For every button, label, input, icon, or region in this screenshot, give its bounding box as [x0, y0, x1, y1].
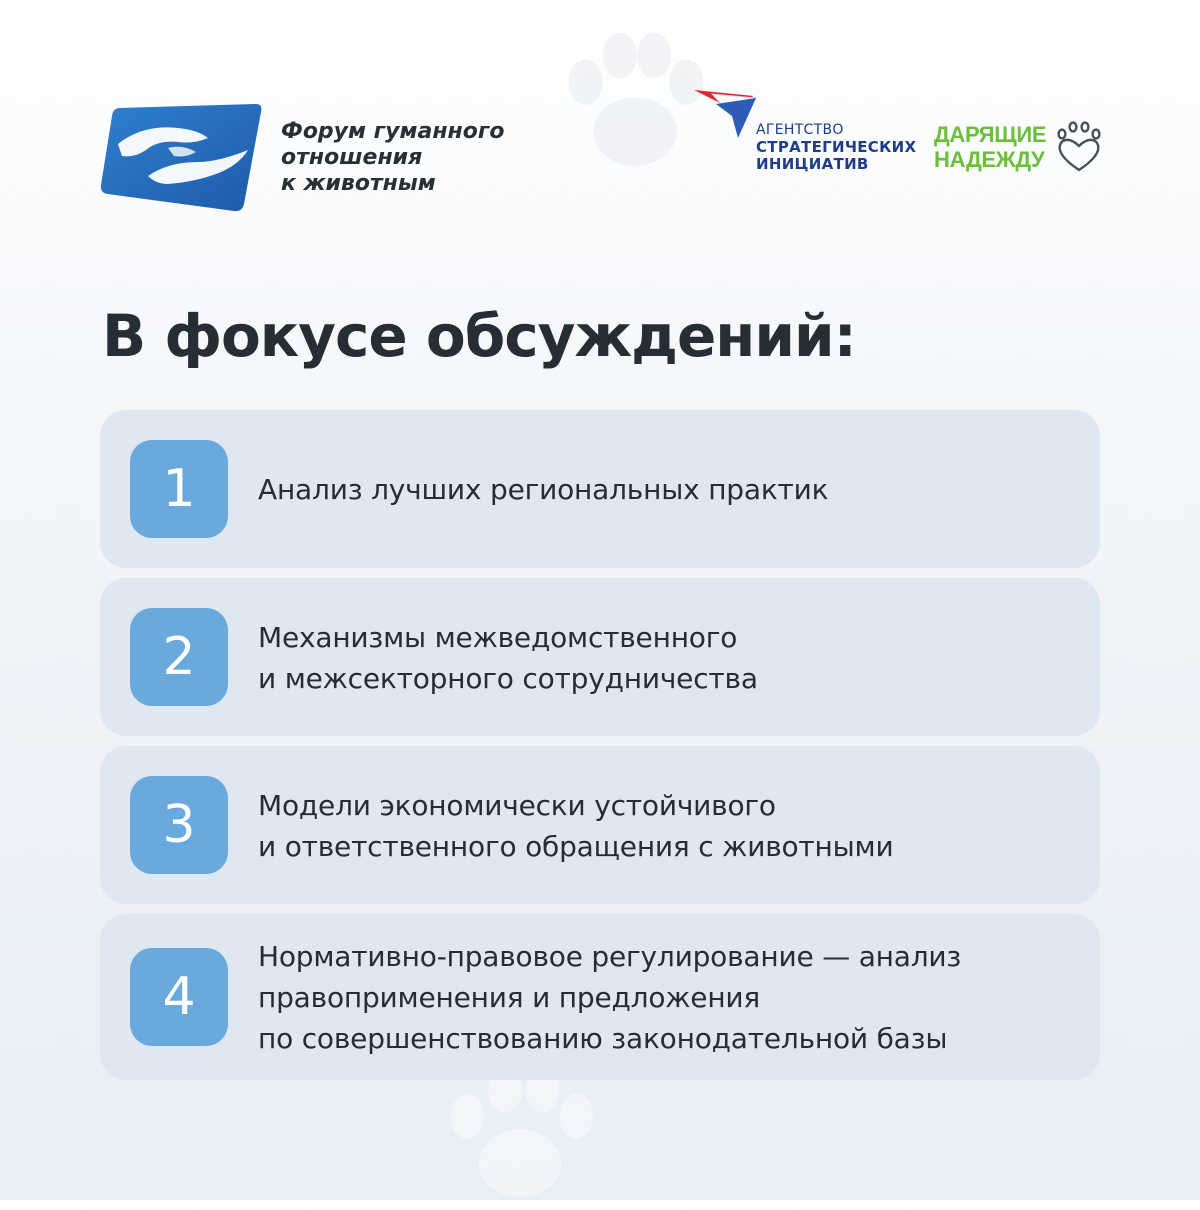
item-text-line: Анализ лучших региональных практик	[258, 473, 829, 506]
asi-text-line: АГЕНТСТВО	[756, 122, 844, 138]
item-text-line: Механизмы межведомственного	[258, 621, 738, 654]
forum-title	[281, 119, 521, 197]
item-text-line: и ответственного обращения с животными	[258, 830, 894, 863]
item-text-line: и межсекторного сотрудничества	[258, 662, 758, 695]
dn-text-line: ДАРЯЩИЕ	[934, 122, 1047, 147]
item-text-line: правоприменения и предложения	[258, 981, 761, 1014]
list-item	[100, 578, 1100, 736]
page-title: В фокусе обсуждений:	[102, 302, 856, 370]
item-number-badge: 3	[130, 776, 228, 874]
forum-title-line: Форум гуманного	[281, 119, 505, 144]
item-text-line: Модели экономически устойчивого	[258, 789, 776, 822]
asi-logo-text	[756, 122, 916, 173]
item-number-badge: 2	[130, 608, 228, 706]
item-number-badge: 1	[130, 440, 228, 538]
asi-text-line: ИНИЦИАТИВ	[756, 155, 869, 173]
item-number-badge: 4	[130, 948, 228, 1046]
dn-logo-text	[934, 122, 1046, 172]
item-text-line: по совершенствованию законодательной базы	[258, 1022, 948, 1055]
paw-print-icon	[420, 1060, 620, 1210]
forum-title-line: к животным	[281, 171, 436, 196]
header	[0, 0, 1200, 260]
item-text	[258, 785, 1078, 867]
list-item	[100, 914, 1100, 1080]
list-item	[100, 746, 1100, 904]
item-text-line: Нормативно-правовое регулирование — анализ	[258, 940, 962, 973]
item-text	[258, 617, 1078, 699]
item-text	[258, 936, 1078, 1059]
list-item	[100, 410, 1100, 568]
paw-heart-icon	[1054, 120, 1104, 176]
asi-text-line: СТРАТЕГИЧЕСКИХ	[756, 138, 917, 156]
item-text	[258, 469, 1078, 510]
hands-logo-icon	[98, 104, 263, 214]
forum-title-line: отношения	[281, 145, 423, 170]
dn-text-line: НАДЕЖДУ	[934, 147, 1045, 172]
asi-flag-icon	[692, 86, 762, 140]
